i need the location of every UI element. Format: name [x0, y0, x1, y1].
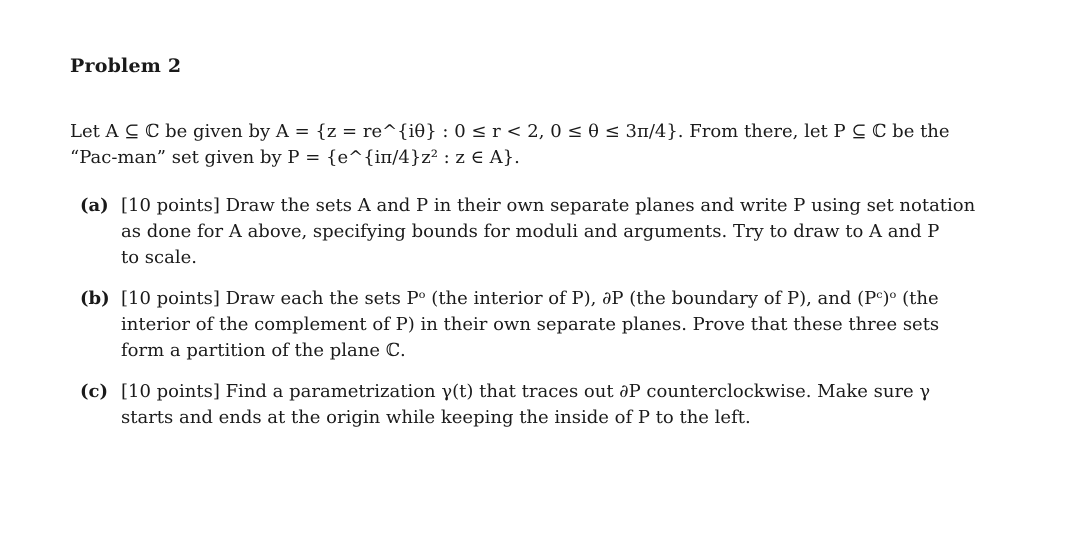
part-line: interior of the complement of P) in their own separate planes. Prove that these three sets	[121, 314, 940, 335]
problem-statement	[70, 119, 970, 171]
part-c	[80, 379, 970, 431]
part-body	[121, 379, 970, 431]
statement-line: “Pac-man” set given by P = {e^{iπ/4}z² : z ∈ A}.	[70, 147, 520, 168]
part-line: starts and ends at the origin while keeping the inside of P to the left.	[121, 407, 751, 428]
part-label: (c)	[80, 381, 108, 402]
part-line: [10 points] Draw each the sets Pᵒ (the interior of P), ∂P (the boundary of P), and (Pᶜ)ᵒ (the	[121, 288, 939, 309]
part-label: (b)	[80, 288, 110, 309]
part-line: [10 points] Draw the sets A and P in their own separate planes and write P using set notation	[121, 195, 976, 216]
part-line: to scale.	[121, 247, 197, 268]
part-label: (a)	[80, 195, 109, 216]
part-line: form a partition of the plane ℂ.	[121, 340, 406, 361]
problem-title: Problem 2	[70, 55, 182, 77]
part-body	[121, 193, 976, 271]
problem-parts	[80, 193, 976, 446]
part-a	[80, 193, 976, 271]
part-line: [10 points] Find a parametrization γ(t) that traces out ∂P counterclockwise. Make sure γ	[121, 381, 931, 402]
part-body	[121, 286, 970, 364]
part-line: as done for A above, specifying bounds for moduli and arguments. Try to draw to A and P	[121, 221, 940, 242]
part-b	[80, 286, 970, 364]
statement-line: Let A ⊆ ℂ be given by A = {z = re^{iθ} : 0 ≤ r < 2, 0 ≤ θ ≤ 3π/4}. From there, let P ⊆ ℂ be the	[70, 121, 950, 142]
